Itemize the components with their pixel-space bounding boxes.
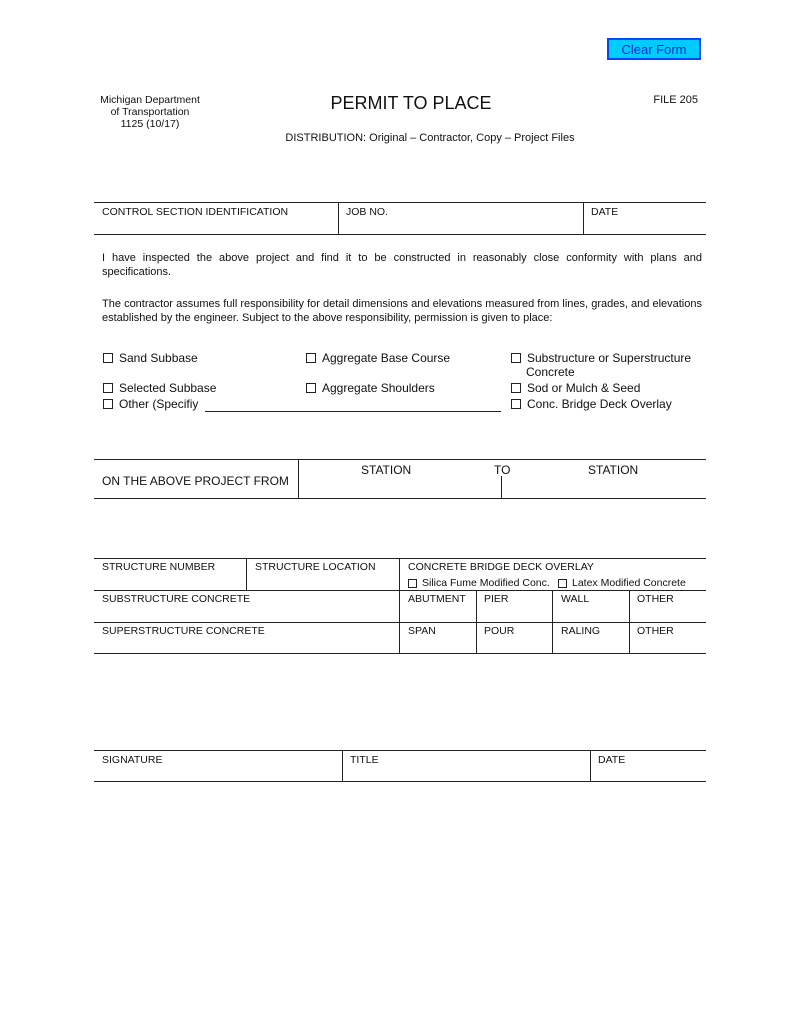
selected-subbase-checkbox[interactable] [103,383,113,393]
control-section-field[interactable]: CONTROL SECTION IDENTIFICATION [102,206,289,218]
signature-field[interactable]: SIGNATURE [102,754,163,766]
structure-table-divider-e [629,590,630,653]
signature-row-top-border [94,750,706,751]
station-row-bottom-border [94,498,706,499]
station-to-field[interactable]: STATION [588,463,639,477]
substructure-label: Substructure or Superstructure [527,351,692,365]
pier-field[interactable]: PIER [484,593,509,605]
project-from-label: ON THE ABOVE PROJECT FROM [102,474,289,488]
station-row-top-border [94,459,706,460]
agency-name-line2: of Transportation [110,106,190,118]
structure-table-row1-border [94,590,706,591]
agency-name-line1: Michigan Department [100,94,200,106]
structure-number-field[interactable]: STRUCTURE NUMBER [102,561,216,573]
substructure-concrete-label: SUBSTRUCTURE CONCRETE [102,593,251,605]
station-to-divider [501,476,502,498]
signature-row-divider-1 [342,750,343,781]
other-substructure-field[interactable]: OTHER [637,593,674,605]
sand-subbase-label: Sand Subbase [119,351,198,365]
structure-table-divider-c [476,590,477,653]
header-row-top-border [94,202,706,203]
aggregate-base-option[interactable] [306,351,450,365]
structure-table-divider-a [246,558,247,590]
selected-subbase-option[interactable] [103,381,216,395]
bridge-deck-overlay-heading: CONCRETE BRIDGE DECK OVERLAY [408,561,594,573]
aggregate-base-label: Aggregate Base Course [322,351,451,365]
form-number: 1125 (10/17) [120,118,180,130]
substructure-option[interactable] [511,351,691,365]
superstructure-concrete-label: SUPERSTRUCTURE CONCRETE [102,625,265,637]
distribution-note: DISTRIBUTION: Original – Contractor, Copy – Project Files [285,132,575,144]
station-from-field[interactable]: STATION [361,463,412,477]
page-title: PERMIT TO PLACE [330,93,492,113]
substructure-checkbox[interactable] [511,353,521,363]
aggregate-shoulders-checkbox[interactable] [306,383,316,393]
structure-table-divider-d [552,590,553,653]
title-field[interactable]: TITLE [350,754,379,766]
abutment-field[interactable]: ABUTMENT [408,593,466,605]
responsibility-statement: The contractor assumes full responsibility for detail dimensions and elevations measured from lines, grades, and elevations established by the engineer. Subject to the above responsibility, permission is given to place: [102,298,702,324]
structure-table-bottom-border [94,653,706,654]
bridge-deck-label: Conc. Bridge Deck Overlay [527,397,672,411]
clear-form-button[interactable]: Clear Form [607,38,701,60]
sod-mulch-label: Sod or Mulch & Seed [527,381,641,395]
header-row-divider-2 [583,202,584,234]
sand-subbase-checkbox[interactable] [103,353,113,363]
span-field[interactable]: SPAN [408,625,436,637]
station-row-divider [298,459,299,498]
selected-subbase-label: Selected Subbase [119,381,217,395]
silica-fume-label: Silica Fume Modified Conc. [422,577,550,589]
signature-row-divider-2 [590,750,591,781]
to-label: TO [494,463,511,477]
sod-mulch-option[interactable] [511,381,640,395]
bridge-deck-option[interactable] [511,397,672,411]
latex-option[interactable] [558,577,686,589]
other-option[interactable] [103,397,198,411]
other-specify-input[interactable] [205,411,501,412]
job-no-field[interactable]: JOB NO. [346,206,389,218]
other-checkbox[interactable] [103,399,113,409]
substructure-label-line2: Concrete [526,365,575,379]
aggregate-base-checkbox[interactable] [306,353,316,363]
structure-table-divider-b [399,558,400,653]
aggregate-shoulders-label: Aggregate Shoulders [322,381,435,395]
sand-subbase-option[interactable] [103,351,198,365]
bridge-deck-checkbox[interactable] [511,399,521,409]
header-row-bottom-border [94,234,706,235]
structure-table-row2-border [94,622,706,623]
silica-fume-option[interactable] [408,577,550,589]
structure-location-field[interactable]: STRUCTURE LOCATION [255,561,376,573]
silica-fume-checkbox[interactable] [408,579,417,588]
inspection-statement: I have inspected the above project and find it to be constructed in reasonably close conformity with plans and specifications. [102,252,702,278]
header-row-divider-1 [338,202,339,234]
wall-field[interactable]: WALL [561,593,590,605]
other-label: Other (Specifiy [119,397,199,411]
pour-field[interactable]: POUR [484,625,515,637]
latex-checkbox[interactable] [558,579,567,588]
railing-field[interactable]: RALING [561,625,601,637]
signature-row-bottom-border [94,781,706,782]
aggregate-shoulders-option[interactable] [306,381,435,395]
date-field[interactable]: DATE [591,206,619,218]
structure-table-top-border [94,558,706,559]
sod-mulch-checkbox[interactable] [511,383,521,393]
latex-label: Latex Modified Concrete [572,577,686,589]
other-superstructure-field[interactable]: OTHER [637,625,674,637]
file-number: FILE 205 [653,94,698,106]
signature-date-field[interactable]: DATE [598,754,626,766]
agency-block [86,94,214,130]
